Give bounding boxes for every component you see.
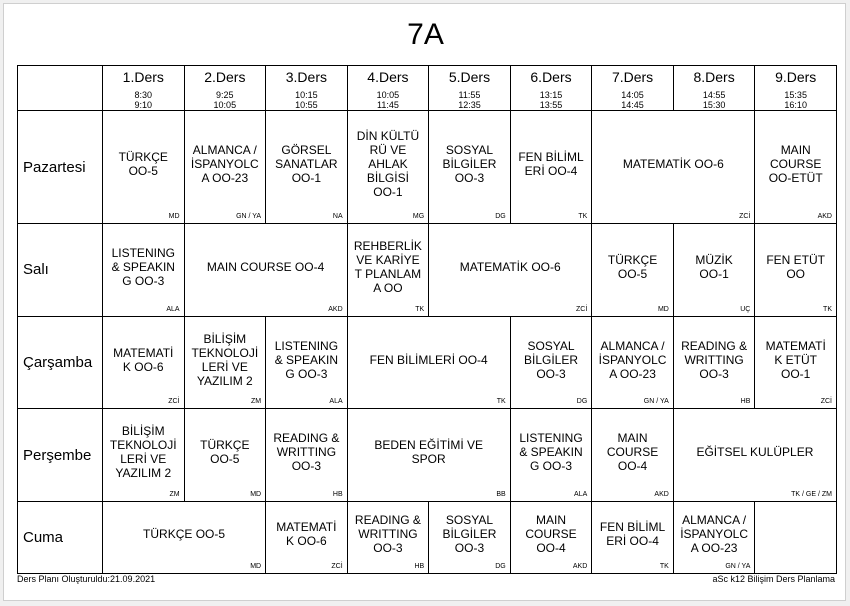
lesson-line: MAIN — [780, 143, 811, 158]
lesson-cell — [103, 316, 185, 409]
lesson-line: OO-5 — [617, 266, 648, 281]
period-name: 4.Ders — [367, 69, 409, 85]
period-header — [429, 66, 511, 111]
lesson-name — [511, 150, 592, 184]
lesson-cell — [673, 316, 755, 409]
period-end: 16:10 — [784, 100, 807, 110]
lesson-line: K OO-6 — [286, 534, 327, 549]
lesson-line: RÜ VE — [369, 143, 407, 158]
teacher-code: ZCİ — [739, 213, 751, 221]
period-end: 15:30 — [702, 100, 726, 110]
period-name: 5.Ders — [448, 69, 491, 85]
teacher-code: AKD — [654, 490, 669, 498]
period-name: 9.Ders — [775, 69, 817, 85]
lesson-line: OO-3 — [454, 171, 485, 186]
period-start: 14:55 — [702, 90, 726, 100]
lesson-line: LISTENING — [111, 245, 175, 260]
lesson-line: WRITTING — [358, 527, 418, 542]
lesson-name — [266, 431, 347, 479]
lesson-cell — [755, 224, 837, 317]
lesson-name — [266, 143, 347, 191]
lesson-line: LERİ VE — [201, 359, 248, 374]
lesson-line: G OO-3 — [285, 366, 328, 381]
period-start: 10:05 — [376, 90, 400, 100]
lesson-name — [266, 520, 347, 554]
teacher-code: HB — [740, 398, 751, 406]
period-start: 13:15 — [539, 90, 563, 100]
lesson-cell — [184, 111, 266, 224]
corner-cell — [18, 66, 103, 111]
lesson-line: & SPEAKIN — [274, 352, 339, 367]
lesson-name — [755, 253, 836, 287]
teacher-code: AKD — [817, 213, 832, 221]
lesson-cell — [592, 501, 674, 573]
teacher-code: TK / GE / ZM — [791, 490, 832, 498]
teacher-code: ZCİ — [331, 563, 343, 570]
lesson-line: MAIN — [536, 513, 566, 528]
lesson-line: G OO-3 — [122, 273, 165, 288]
period-time — [755, 90, 836, 110]
lesson-name — [592, 520, 673, 554]
period-end: 10:05 — [213, 100, 237, 110]
lesson-line: MAIN — [617, 431, 648, 446]
lesson-cell — [755, 111, 837, 224]
lesson-line: TEKNOLOJİ — [109, 438, 177, 453]
lesson-line: BEDEN EĞİTİMİ VE — [374, 438, 484, 453]
lesson-cell — [347, 316, 510, 409]
teacher-code: AKD — [328, 305, 343, 313]
lesson-cell — [510, 316, 592, 409]
lesson-name — [429, 260, 591, 280]
lesson-cell — [347, 501, 429, 573]
teacher-code: DG — [495, 213, 506, 221]
lesson-line: BİLGİSİ — [366, 171, 409, 186]
lesson-line: & SPEAKIN — [111, 259, 175, 274]
day-row — [18, 316, 837, 409]
lesson-name — [266, 339, 347, 387]
lesson-name — [103, 527, 265, 547]
lesson-cell — [673, 409, 836, 502]
lesson-cell — [429, 224, 592, 317]
lesson-line: MATEMATİ — [276, 520, 337, 535]
lesson-line: YAZILIM 2 — [196, 373, 253, 388]
lesson-line: OO-1 — [699, 266, 729, 281]
lesson-line: SOSYAL — [527, 338, 575, 353]
lesson-name — [592, 253, 673, 287]
period-time — [266, 90, 347, 110]
lesson-name — [429, 143, 510, 191]
lesson-name — [755, 143, 836, 191]
lesson-line: & SPEAKIN — [519, 445, 583, 460]
period-name: 3.Ders — [285, 69, 327, 85]
lesson-line: EĞİTSEL KULÜPLER — [696, 445, 814, 460]
lesson-line: YAZILIM 2 — [115, 466, 172, 481]
footer-software-credit: aSc k12 Bilişim Ders Planlama — [712, 574, 835, 584]
period-end: 11:45 — [376, 100, 399, 110]
period-end: 10:55 — [295, 100, 318, 110]
teacher-code: ZCİ — [820, 398, 832, 406]
period-header — [755, 66, 837, 111]
lesson-name — [674, 339, 755, 387]
lesson-line: FEN BİLİMLERİ OO-4 — [369, 352, 488, 367]
lesson-line: OO-5 — [210, 452, 240, 467]
lesson-line: TÜRKÇE — [118, 150, 168, 165]
lesson-line: K ETÜT — [774, 352, 818, 367]
teacher-code: TK — [823, 305, 832, 313]
day-name: Cuma — [18, 501, 103, 573]
lesson-line: OO-3 — [536, 366, 566, 381]
lesson-line: A OO-23 — [609, 366, 656, 381]
lesson-line: OO-1 — [781, 366, 811, 381]
lesson-cell — [755, 316, 837, 409]
period-header — [266, 66, 348, 111]
lesson-line: İSPANYOLC — [680, 527, 748, 542]
lesson-name — [103, 246, 184, 294]
lesson-line: OO-ETÜT — [768, 171, 823, 186]
teacher-code: ZCİ — [576, 305, 588, 313]
lesson-name — [348, 438, 510, 472]
lesson-name — [674, 445, 836, 465]
lesson-name — [185, 438, 266, 472]
period-end: 14:45 — [621, 100, 644, 110]
timetable-body — [18, 111, 837, 574]
lesson-line: G OO-3 — [530, 459, 573, 474]
lesson-line: LERİ VE — [120, 452, 167, 467]
period-header — [673, 66, 755, 111]
lesson-name — [348, 513, 429, 561]
lesson-name — [348, 129, 429, 205]
lesson-line: TEKNOLOJİ — [191, 345, 259, 360]
period-time — [592, 90, 673, 110]
period-time — [185, 90, 266, 110]
lesson-line: GÖRSEL — [281, 143, 332, 158]
teacher-code: ALA — [574, 490, 588, 498]
footer-created-date: Ders Planı Oluşturuldu:21.09.2021 — [17, 574, 156, 584]
teacher-code: MD — [250, 563, 262, 570]
lesson-name — [103, 346, 184, 380]
lesson-line: WRITTING — [276, 445, 337, 460]
lesson-line: AHLAK — [368, 157, 408, 172]
lesson-cell — [103, 224, 185, 317]
period-header — [103, 66, 185, 111]
lesson-line: OO-4 — [536, 541, 566, 556]
lesson-name — [511, 339, 592, 387]
lesson-line: İSPANYOLC — [598, 352, 667, 367]
teacher-code: DG — [495, 563, 506, 570]
period-header — [184, 66, 266, 111]
day-row — [18, 224, 837, 317]
teacher-code: DG — [576, 398, 588, 406]
period-start: 8:30 — [134, 90, 153, 100]
period-time — [103, 90, 184, 110]
lesson-line: COURSE — [606, 445, 659, 460]
teacher-code: NA — [332, 213, 343, 221]
lesson-name — [185, 143, 266, 191]
lesson-line: DİN KÜLTÜ — [356, 129, 420, 144]
lesson-name — [592, 339, 673, 387]
lesson-line: T PLANLAM — [354, 266, 422, 281]
lesson-line: A OO-23 — [201, 171, 249, 186]
lesson-cell — [592, 316, 674, 409]
lesson-cell — [429, 111, 511, 224]
period-header — [347, 66, 429, 111]
lesson-cell — [266, 409, 348, 502]
lesson-name — [103, 150, 184, 184]
lesson-line: A OO-23 — [690, 541, 738, 556]
period-time — [348, 90, 429, 110]
lesson-line: LISTENING — [519, 431, 583, 446]
day-name: Salı — [18, 224, 103, 317]
class-title: 7A — [407, 18, 444, 51]
lesson-line: FEN BİLİML — [518, 150, 584, 165]
lesson-line: READING & — [354, 513, 421, 528]
lesson-line: MAIN COURSE OO-4 — [206, 259, 325, 274]
lesson-line: READING & — [273, 431, 340, 446]
lesson-line: READING & — [681, 338, 748, 353]
lesson-line: BİLGİLER — [523, 352, 579, 367]
lesson-cell — [103, 409, 185, 502]
lesson-line: MATEMATİ — [765, 338, 826, 353]
lesson-name — [592, 431, 673, 479]
lesson-name — [348, 353, 510, 373]
day-row — [18, 409, 837, 502]
lesson-line: A OO — [373, 280, 403, 295]
teacher-code: ZM — [169, 490, 180, 498]
teacher-code: TK — [496, 398, 506, 406]
day-row — [18, 111, 837, 224]
lesson-cell — [592, 111, 755, 224]
period-time — [429, 90, 510, 110]
teacher-code: HB — [332, 490, 343, 498]
lesson-line: LISTENING — [274, 338, 339, 353]
period-end: 9:10 — [134, 100, 153, 110]
lesson-name — [674, 253, 755, 287]
lesson-line: MÜZİK — [695, 252, 733, 267]
lesson-line: FEN BİLİML — [599, 520, 666, 535]
lesson-cell — [592, 224, 674, 317]
period-header — [592, 66, 674, 111]
lesson-cell — [510, 409, 592, 502]
teacher-code: MD — [657, 305, 669, 313]
lesson-cell — [429, 501, 511, 573]
lesson-cell — [266, 501, 348, 573]
lesson-line: FEN ETÜT — [766, 252, 826, 267]
lesson-name — [429, 513, 510, 561]
lesson-line: MATEMATİK OO-6 — [622, 157, 724, 172]
period-name: 1.Ders — [122, 69, 164, 85]
lesson-name — [511, 431, 592, 479]
lesson-line: ERİ OO-4 — [524, 164, 578, 179]
lesson-line: BİLGİLER — [442, 157, 497, 172]
period-time — [674, 90, 755, 110]
lesson-name — [755, 339, 836, 387]
lesson-line: ERİ OO-4 — [606, 534, 659, 549]
teacher-code: BB — [496, 490, 506, 498]
day-name: Çarşamba — [18, 316, 103, 409]
period-end: 12:35 — [458, 100, 481, 110]
day-name: Pazartesi — [18, 111, 103, 224]
lesson-line: OO-3 — [291, 459, 322, 474]
lesson-line: MATEMATİK OO-6 — [459, 259, 561, 274]
lesson-line: COURSE — [525, 527, 577, 542]
lesson-line: TÜRKÇE — [607, 252, 658, 267]
period-time — [511, 90, 592, 110]
teacher-code: ZM — [250, 398, 262, 406]
lesson-line: OO — [786, 266, 806, 281]
lesson-line: İSPANYOLC — [190, 157, 259, 172]
lesson-name — [511, 513, 592, 561]
lesson-line: MATEMATİ — [113, 345, 174, 360]
lesson-line: BİLGİLER — [442, 527, 497, 542]
period-start: 9:25 — [216, 90, 234, 100]
lesson-line: SOSYAL — [445, 143, 494, 158]
lesson-line: K OO-6 — [122, 359, 164, 374]
lesson-line: OO-3 — [373, 541, 403, 556]
lesson-cell — [266, 316, 348, 409]
lesson-cell — [673, 501, 755, 573]
teacher-code: ALA — [166, 305, 180, 313]
period-end: 13:55 — [539, 100, 563, 110]
lesson-name — [185, 260, 347, 280]
teacher-code: UÇ — [740, 305, 751, 313]
lesson-cell — [592, 409, 674, 502]
teacher-code: GN / YA — [643, 398, 669, 406]
lesson-cell — [347, 409, 510, 502]
lesson-cell — [184, 409, 266, 502]
teacher-code: AKD — [572, 563, 588, 570]
lesson-line: ALMANCA / — [600, 338, 665, 353]
lesson-name — [592, 157, 754, 177]
lesson-line: OO-4 — [617, 459, 648, 474]
period-start: 14:05 — [621, 90, 644, 100]
lesson-line: TÜRKÇE OO-5 — [143, 527, 226, 542]
teacher-code: HB — [414, 563, 425, 570]
teacher-code: TK — [415, 305, 425, 313]
lesson-line: TÜRKÇE — [200, 438, 250, 453]
lesson-line: COURSE — [770, 157, 822, 172]
lesson-line: WRITTING — [684, 352, 744, 367]
lesson-line: OO-5 — [128, 164, 158, 179]
lesson-line: SANATLAR — [275, 157, 338, 172]
period-start: 15:35 — [784, 90, 807, 100]
period-start: 10:15 — [295, 90, 318, 100]
lesson-line: SOSYAL — [445, 513, 494, 528]
lesson-cell — [103, 111, 185, 224]
period-start: 11:55 — [458, 90, 481, 100]
day-row — [18, 501, 837, 573]
lesson-line: OO-3 — [699, 366, 729, 381]
lesson-name — [103, 424, 184, 486]
lesson-line: SPOR — [411, 452, 446, 467]
period-header-row — [18, 66, 837, 111]
teacher-code: MG — [412, 213, 425, 221]
lesson-line: BİLİŞİM — [121, 424, 165, 439]
empty-cell — [755, 501, 837, 573]
teacher-code: GN / YA — [725, 563, 751, 570]
day-name: Perşembe — [18, 409, 103, 502]
lesson-line: BİLİŞİM — [203, 331, 247, 346]
teacher-code: TK — [578, 213, 588, 221]
lesson-cell — [347, 111, 429, 224]
teacher-code: ALA — [329, 398, 343, 406]
lesson-cell — [510, 501, 592, 573]
lesson-name — [185, 332, 266, 394]
lesson-line: ALMANCA / — [682, 513, 747, 528]
lesson-line: ALMANCA / — [192, 143, 257, 158]
period-name: 2.Ders — [204, 69, 246, 85]
lesson-line: OO-1 — [291, 171, 322, 186]
period-name: 6.Ders — [530, 69, 572, 85]
teacher-code: MD — [168, 213, 180, 221]
lesson-line: OO-3 — [454, 541, 485, 556]
lesson-cell — [347, 224, 429, 317]
lesson-cell — [510, 111, 592, 224]
teacher-code: ZCİ — [168, 398, 180, 406]
timetable-grid — [17, 65, 837, 574]
lesson-cell — [103, 501, 266, 573]
lesson-name — [348, 239, 429, 301]
period-header — [510, 66, 592, 111]
timetable-page — [3, 3, 846, 601]
teacher-code: TK — [659, 563, 669, 570]
lesson-cell — [184, 224, 347, 317]
teacher-code: MD — [250, 490, 262, 498]
lesson-name — [674, 513, 755, 561]
lesson-line: REHBERLİK — [353, 238, 422, 253]
period-name: 8.Ders — [693, 69, 735, 85]
lesson-cell — [266, 111, 348, 224]
teacher-code: GN / YA — [236, 213, 262, 221]
lesson-cell — [673, 224, 755, 317]
lesson-line: OO-1 — [373, 185, 403, 200]
period-name: 7.Ders — [611, 69, 654, 85]
lesson-line: VE KARİYE — [356, 252, 420, 267]
lesson-cell — [184, 316, 266, 409]
